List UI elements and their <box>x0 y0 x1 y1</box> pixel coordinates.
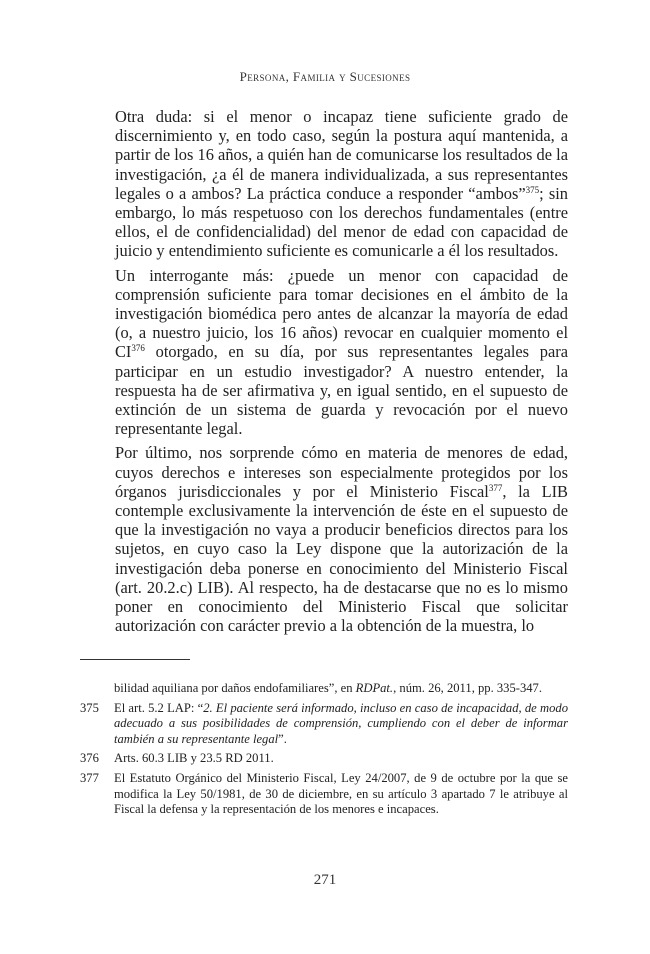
paragraph-text: otorgado, en su día, por sus representantes legales para participar en un estudio investigador? A nuestro entender, la respuesta ha de ser afirmativa y, en igual sentido, en el supuesto de extinción de un sistema de guarda y revocación por el nuevo representante legal. <box>115 342 568 439</box>
footnote <box>80 771 568 818</box>
footnote-italic: 2. El paciente será informado, incluso en caso de incapacidad, de modo adecuado a sus posibilidades de comprensión, cumpliendo con el deber de informar también a su representante legal <box>114 700 568 746</box>
paragraph-text: , la LIB contemple exclusivamente la intervención de éste en el supuesto de que la investigación no vaya a producir beneficios directos para los sujetos, en cuyo caso la Ley dispone que la autorización de la investigación deba ponerse en conocimiento del Ministerio Fiscal (art. 20.2.c) LIB). Al respecto, ha de destacarse que no es lo mismo poner en conocimiento del Ministerio Fiscal que solicitar autorización con carácter previo a la obtención de la muestra, lo <box>115 481 568 636</box>
paragraph-text: Por último, nos sorprende cómo en materia de menores de edad, cuyos derechos e intereses son especialmente protegidos por los órganos jurisdiccionales y por el Ministerio Fiscal <box>115 443 568 501</box>
paragraph-text: Otra duda: si el menor o incapaz tiene suficiente grado de discernimiento y, en todo caso, según la postura aquí mantenida, a partir de los 16 años, a quién han de comunicarse los resultados de la investigación, ¿a él de manera individualizada, a sus representantes legales o a ambos? La práctica conduce a responder “ambos” <box>115 107 568 203</box>
paragraph <box>115 107 568 261</box>
paragraph <box>115 266 568 439</box>
footnote-text: bilidad aquiliana por daños endofamiliares”, en <box>114 681 356 695</box>
footnote-number: 376 <box>80 751 99 766</box>
paragraph <box>115 443 568 635</box>
running-header: Persona, Familia y Sucesiones <box>239 69 411 84</box>
footnote-number: 377 <box>80 770 99 785</box>
footnote-text: El Estatuto Orgánico del Ministerio Fiscal, Ley 24/2007, de 9 de octubre por la que se modifica la Ley 50/1981, de 30 de diciembre, en su artículo 3 apartado 7 le atribuye al Fiscal la defensa y la representación de los menores e incapaces. <box>114 770 568 817</box>
footnote-body <box>114 701 568 748</box>
footnote-ref[interactable]: 377 <box>488 482 503 493</box>
footnote-text: El art. 5.2 LAP: “ <box>114 700 204 715</box>
footnote <box>80 701 568 748</box>
footnote-italic: RDPat. <box>355 681 394 695</box>
paragraph-text: Un interrogante más: ¿puede un menor con capacidad de comprensión suficiente para tomar decisiones en el ámbito de la investigación biomédica pero antes de alcanzar la mayoría de edad (o, a nuestro juicio, los 16 años) revocar en cualquier momento el CI <box>115 265 568 362</box>
footnote-number: 375 <box>80 700 99 715</box>
footnote-text: ”. <box>278 731 287 746</box>
footnote-ref[interactable]: 376 <box>131 343 145 354</box>
footnote-text: Arts. 60.3 LIB y 23.5 RD 2011. <box>114 751 274 766</box>
footnote-separator <box>80 659 190 660</box>
page-number: 271 <box>313 872 337 888</box>
paragraph-text: ; sin embargo, lo más respetuoso con los derechos fundamentales (entre ellos, el de confidencialidad) del menor de edad con capacidad de juicio y entendimiento suficiente es comunicarle a él los resultados. <box>115 183 568 261</box>
footnote-continuation <box>114 681 568 697</box>
footnote-body <box>114 751 568 767</box>
footnote-ref[interactable]: 375 <box>525 184 540 195</box>
footnotes <box>80 681 568 822</box>
footnote-body <box>114 771 568 818</box>
footnote-text: , núm. 26, 2011, pp. 335-347. <box>393 681 542 695</box>
footnote <box>80 751 568 767</box>
body-text <box>115 107 568 640</box>
